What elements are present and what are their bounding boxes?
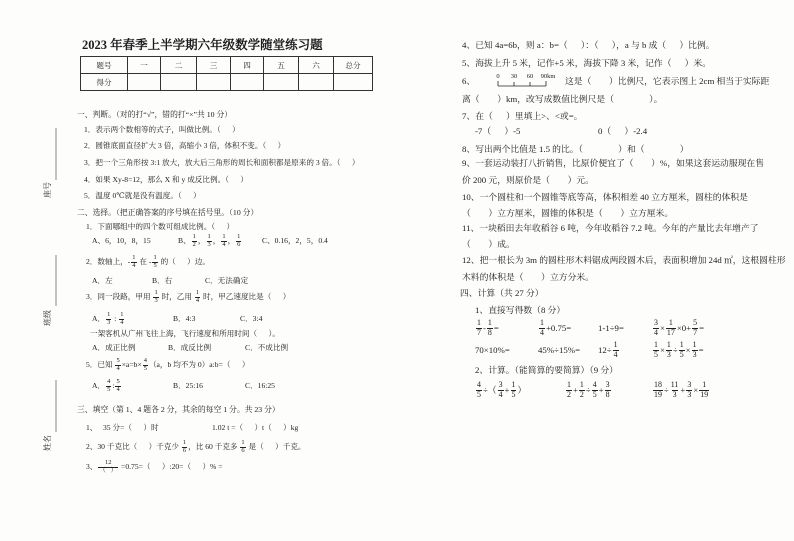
oral-calc-expression [598, 341, 620, 359]
fraction-denominator: 4 [116, 364, 120, 372]
fraction-numerator: 1 [241, 438, 245, 446]
fraction-denominator: 5 [477, 389, 481, 399]
fill-6-number: 6、 [462, 75, 476, 86]
fraction-denominator: 3 [687, 389, 692, 399]
fraction [498, 381, 504, 399]
fraction [679, 341, 685, 359]
fraction-denominator: 2 [567, 389, 571, 399]
choice-5-option-c: C．16:25 [245, 381, 275, 391]
choice-4-stem: 一架客机从广州飞往上海，飞行速度和所用时间（ ）。 [90, 329, 280, 339]
text-run: B、 [178, 236, 191, 246]
fraction-numerator: 4 [107, 377, 111, 385]
fraction-denominator: 5 [153, 261, 157, 269]
text-run: （a，b 均不为 0）a:b=（ ） [148, 360, 250, 370]
choice-5-stem [86, 356, 249, 374]
text-run: = [699, 322, 705, 333]
fraction-numerator: 5 [116, 356, 120, 364]
judge-item-1: 1．表示两个数相等的式子，叫做比例。（ ） [84, 125, 240, 135]
fraction [476, 319, 482, 337]
fraction [511, 381, 517, 399]
fraction-numerator: 1 [222, 232, 226, 240]
text-run: 时，甲乙速度比是（ ） [201, 292, 291, 302]
fraction-denominator: 4 [195, 296, 200, 304]
fraction [240, 440, 245, 455]
scale-tick-label: 0 [496, 73, 500, 80]
fraction-denominator: 7 [693, 327, 698, 337]
fraction-numerator: 1 [107, 310, 111, 318]
scale-tick-label: 30 [510, 73, 518, 80]
text-run: 在 - [137, 257, 152, 267]
score-cell [128, 74, 161, 91]
fraction [152, 255, 157, 270]
score-table-score-row [81, 74, 373, 91]
fraction [476, 381, 482, 399]
binding-margin-lines [0, 0, 70, 541]
score-cell [299, 74, 334, 91]
judge-item-3: 3．把一个三角形按 3:1 放大，放大后三角形的周长和面积都是原来的 3 倍。（ ） [84, 158, 360, 168]
text-run: 时，乙用 [159, 292, 194, 302]
text-run: 是（ ）千克。 [246, 442, 306, 452]
fraction [666, 319, 676, 337]
fraction-numerator: 1 [182, 438, 187, 446]
fraction-denominator: 5 [679, 349, 684, 359]
fraction-numerator: 1 [487, 318, 492, 328]
fraction-numerator: 1 [120, 310, 124, 318]
fraction-numerator: 1 [195, 288, 200, 296]
oral-calc-expression [598, 319, 624, 337]
fraction-denominator: 2 [579, 389, 584, 399]
fraction-numerator: 1 [567, 380, 571, 390]
fill-8: 8、写出两个比值是 1.5 的比。（ ）和（ ） [462, 143, 689, 154]
fraction-numerator: 1 [668, 318, 673, 328]
text-run: ÷（ [482, 384, 497, 395]
fill-12-line-2: 木料的体积是（ ）立方分米。 [462, 271, 594, 282]
simplify-calc-expression [652, 381, 710, 399]
fraction-denominator: 5 [143, 364, 147, 372]
score-header-cell: 总分 [334, 57, 373, 74]
fraction [221, 234, 226, 249]
fraction [98, 460, 118, 475]
oral-calc-expression [652, 319, 704, 337]
fraction-numerator: 3 [654, 318, 658, 328]
judge-item-5: 5．温度 0℃就是没有温度。（ ） [84, 191, 201, 201]
fraction [653, 381, 663, 399]
fraction-denominator: 8 [605, 389, 610, 399]
text-run: ÷ [585, 384, 591, 395]
fraction-denominator: 4 [540, 327, 544, 337]
choice-3-option-c: C．3:4 [240, 314, 263, 324]
fraction-denominator: 5 [511, 389, 516, 399]
fraction [236, 234, 241, 249]
fill-5: 5、海拔上升 5 米，记作+5 米，海拔下降 3 米，记作（ ）米。 [462, 57, 712, 68]
text-run: + [504, 384, 510, 395]
class-label: 班级 [43, 310, 52, 326]
fraction-denominator: 3 [692, 349, 697, 359]
text-run: + [680, 384, 686, 395]
text-run: 3、 [86, 462, 98, 472]
fraction-denominator: 2 [192, 240, 196, 248]
fraction [653, 319, 659, 337]
fill-7-compare-a: -7（ ）-5 [475, 125, 521, 136]
score-row-label: 得分 [81, 74, 128, 91]
fraction-numerator: 18 [654, 380, 662, 390]
choice-4-option-a: A．成正比例 [92, 343, 136, 353]
fraction-denominator: 5 [592, 389, 597, 399]
choice-1-stem: 1．下面哪组中的四个数可组成比例。（ ） [86, 222, 235, 232]
fraction-numerator: 1 [679, 340, 684, 350]
text-run: =0.75=（ ）:20=（ ）% = [119, 462, 223, 472]
text-run: + [598, 384, 604, 395]
fill-7-compare-b: 0（ ）-2.4 [598, 125, 648, 136]
fraction-denominator: 4 [222, 240, 226, 248]
choice-2-stem [86, 253, 210, 271]
fraction [207, 234, 212, 249]
fraction [670, 381, 680, 399]
text-run: ） [517, 384, 527, 395]
fill-1-part-a: 35 分=（ ）时 [103, 423, 159, 433]
fraction-numerator: 3 [498, 380, 503, 390]
fraction-numerator: 1 [237, 232, 241, 240]
text-run: 的（ ）边。 [158, 257, 210, 267]
text-run: : [112, 314, 119, 324]
text-run: : [112, 381, 115, 391]
fraction-denominator: 6 [241, 446, 245, 454]
student-name-label: 姓名 [43, 435, 52, 451]
choice-5-option-b: B．25:16 [173, 381, 203, 391]
choice-4-option-b: B．成反比例 [168, 343, 212, 353]
fraction [653, 341, 659, 359]
text-run: × [685, 344, 691, 355]
fraction [613, 341, 619, 359]
fraction [592, 381, 598, 399]
text-run: × [659, 322, 665, 333]
section-2-heading: 二、选择。（把正确答案的序号填在括号里。（10 分） [77, 208, 259, 218]
fraction-denominator: 19 [700, 389, 709, 399]
fraction [699, 381, 709, 399]
fraction [143, 358, 148, 373]
fraction [605, 381, 611, 399]
fraction-numerator: 5 [693, 318, 698, 328]
fraction [579, 381, 585, 399]
text-run: ， [197, 236, 206, 246]
fill-4: 4、已知 4a=6b，则 a：b=（ ）：（ ），a 与 b 成（ ）比例。 [462, 39, 715, 50]
fraction-denominator: 3 [107, 318, 111, 326]
scale-tick-label: 60 [526, 73, 534, 80]
fraction-numerator: 3 [605, 380, 610, 390]
score-cell [334, 74, 373, 91]
text-run: 45%÷15%= [538, 344, 581, 355]
score-header-cell: 三 [197, 57, 231, 74]
fill-9-line-2: 价 200 元，则原价是（ ）元。 [462, 174, 594, 185]
text-run: 12÷ [598, 344, 612, 355]
fraction [115, 379, 120, 394]
fraction-numerator: 1 [207, 232, 211, 240]
fill-1-number: 1、 [86, 423, 98, 433]
fraction-denominator: 17 [666, 327, 675, 337]
fraction-numerator: 1 [654, 340, 658, 350]
fraction-numerator: 1 [511, 380, 516, 390]
fraction-denominator: （ ） [99, 466, 118, 474]
choice-2-option-b: B．右 [152, 276, 173, 286]
fraction-numerator: 4 [477, 380, 481, 390]
text-run: 3．同一段路，甲用 [86, 292, 153, 302]
text-run: ， [227, 236, 236, 246]
fill-2 [86, 438, 306, 456]
text-run: A． [92, 381, 106, 391]
score-header-cell: 五 [264, 57, 299, 74]
fraction-numerator: 1 [666, 340, 671, 350]
text-run: 2、30 千克比（ ）千克少 [86, 442, 181, 452]
fill-7-stem: 7、在（ ）里填上>、<或=。 [462, 110, 583, 121]
score-table-header-row [81, 57, 373, 74]
choice-1-option-a: A、6，10，8，15 [92, 236, 151, 246]
oral-calc-expression [538, 341, 580, 359]
text-run: 2．数轴上，- [86, 257, 131, 267]
fill-12-line-1: 12、把一根长为 3m 的圆柱形木料锯成两段圆木后，表面积增加 24d ㎡，这根圆柱形 [462, 254, 786, 265]
fraction-denominator: 5 [107, 385, 111, 393]
fraction [153, 290, 158, 305]
oral-calc-expression [475, 319, 499, 337]
text-run: 70×10%= [475, 344, 510, 355]
fraction-numerator: 11 [670, 380, 679, 390]
choice-1-option-b [178, 232, 242, 250]
fraction [686, 381, 692, 399]
fraction-numerator: 1 [579, 380, 584, 390]
text-run: 1-1÷9= [598, 322, 624, 333]
text-run: A． [92, 314, 106, 324]
fraction-denominator: 4 [654, 327, 658, 337]
fraction [539, 319, 545, 337]
fraction-denominator: 6 [237, 240, 241, 248]
text-run: ÷ [663, 384, 669, 395]
fraction [195, 290, 200, 305]
oral-calc-expression [538, 319, 571, 337]
text-run: ×0+ [676, 322, 692, 333]
fill-11-line-1: 11、一块稻田去年收稻谷 6 吨，今年收稻谷 7.2 吨。今年的产量比去年增产了 [462, 222, 759, 233]
exam-title: 2023 年春季上半学期六年级数学随堂练习题 [82, 37, 323, 52]
fraction [566, 381, 572, 399]
fraction-denominator: 4 [120, 318, 124, 326]
fill-6-line-2: 离（ ）km，改写成数值比例尺是（ ）。 [462, 93, 663, 104]
fill-11-line-2: （ ）成。 [462, 238, 515, 249]
fraction-numerator: 4 [143, 356, 147, 364]
fraction-denominator: 19 [654, 389, 662, 399]
text-run: +0.75= [545, 322, 572, 333]
fraction-numerator: 5 [116, 377, 120, 385]
choice-2-option-c: C．无法确定 [205, 276, 249, 286]
fraction-denominator: 4 [132, 261, 136, 269]
fill-9-line-1: 9、一套运动装打八折销售，比原价便宜了（ ）%，如果这套运动服现在售 [462, 157, 765, 168]
score-cell [197, 74, 231, 91]
text-run: - [482, 322, 486, 333]
simplify-calc-expression [475, 381, 526, 399]
text-run: = [493, 322, 499, 333]
choice-4-option-c: C．不成比例 [245, 343, 289, 353]
score-header-cell: 一 [128, 57, 161, 74]
text-run: ÷ [672, 344, 678, 355]
fraction [106, 379, 111, 394]
simplify-calc-expression [565, 381, 612, 399]
calc-part-1-title: 1、直接写得数（8 分） [475, 304, 566, 315]
fraction-numerator: 1 [192, 232, 196, 240]
fraction-denominator: 8 [487, 327, 492, 337]
text-run: × [693, 384, 699, 395]
fraction-numerator: 4 [592, 380, 597, 390]
fraction-numerator: 1 [613, 340, 618, 350]
seat-number-label: 座号 [43, 182, 52, 198]
fraction-denominator: 5 [654, 349, 658, 359]
fraction-numerator: 1 [702, 380, 707, 390]
fraction [182, 440, 187, 455]
fill-10-line-1: 10、一个圆柱和一个圆锥等底等高，体积相差 40 立方厘米，圆柱的体积是 [462, 191, 748, 202]
score-cell [264, 74, 299, 91]
fraction-denominator: 6 [182, 446, 187, 454]
text-run: 5．已知 [86, 360, 115, 370]
fraction-numerator: 1 [477, 318, 481, 328]
fraction [692, 319, 698, 337]
line-scale-bar [494, 70, 558, 90]
fill-6-line-1: 这是（ ）比例尺，它表示图上 2cm 相当于实际距 [565, 75, 770, 86]
score-header-cell: 二 [161, 57, 197, 74]
fraction-numerator: 1 [154, 288, 158, 296]
fraction-numerator: 1 [153, 253, 157, 261]
choice-1-option-c: C、0.16，2，5，0.4 [262, 236, 328, 246]
calc-part-2-title: 2、计算。（能简算的要简算）（9 分） [475, 364, 618, 375]
fraction [666, 341, 672, 359]
choice-2-option-a: A．左 [92, 276, 113, 286]
fraction [192, 234, 197, 249]
fraction-denominator: 3 [207, 240, 211, 248]
score-cell [231, 74, 264, 91]
text-run: = [698, 344, 704, 355]
fraction [131, 255, 136, 270]
fraction-numerator: 1 [540, 318, 544, 328]
score-table [80, 56, 373, 91]
choice-5-option-a [92, 377, 122, 395]
score-header-cell: 题号 [81, 57, 128, 74]
fraction-numerator: 1 [132, 253, 136, 261]
score-header-cell: 四 [231, 57, 264, 74]
text-run: ，比 60 千克多 [188, 442, 240, 452]
fraction-denominator: 3 [154, 296, 158, 304]
score-cell [161, 74, 197, 91]
fill-10-line-2: （ ）立方厘米，圆锥的体积是（ ）立方厘米。 [462, 207, 674, 218]
text-run: + [572, 384, 578, 395]
fraction [115, 358, 120, 373]
fraction [487, 319, 493, 337]
fraction-denominator: 3 [666, 349, 671, 359]
fraction-denominator: 4 [116, 385, 120, 393]
fraction-denominator: 4 [498, 389, 503, 399]
text-run: ×a=b× [121, 360, 142, 370]
section-1-heading: 一、判断。（对的打“√”，错的打“×”共 10 分） [77, 110, 233, 120]
judge-item-4: 4．如果 Xy-8=12，那么 X 和 y 成反比例。（ ） [84, 175, 248, 185]
oral-calc-expression [475, 341, 510, 359]
section-3-heading: 三、填空（第 1、4 题各 2 分，其余的每空 1 分。共 23 分） [77, 405, 280, 415]
fraction-numerator: 3 [687, 380, 692, 390]
fraction-numerator: 1 [692, 340, 697, 350]
fill-3 [86, 458, 223, 476]
choice-3-option-b: B．4:3 [173, 314, 196, 324]
fraction-denominator: 4 [613, 349, 618, 359]
judge-item-2: 2．圆锥底面直径扩大 3 倍，高缩小 3 倍，体积不变。（ ） [84, 141, 286, 151]
section-4-heading: 四、计算（共 27 分） [460, 287, 544, 298]
fraction [692, 341, 698, 359]
fraction-denominator: 7 [477, 327, 481, 337]
oral-calc-expression [652, 341, 704, 359]
text-run: × [659, 344, 665, 355]
fill-1-part-b: 1.02 t =（ ）t（ ）kg [212, 423, 299, 433]
scale-tick-label: 90km [540, 73, 556, 80]
fraction-denominator: 3 [672, 389, 677, 399]
score-header-cell: 六 [299, 57, 334, 74]
text-run: ， [212, 236, 221, 246]
fraction-numerator: 12 [105, 458, 112, 466]
choice-3-stem [86, 288, 290, 306]
